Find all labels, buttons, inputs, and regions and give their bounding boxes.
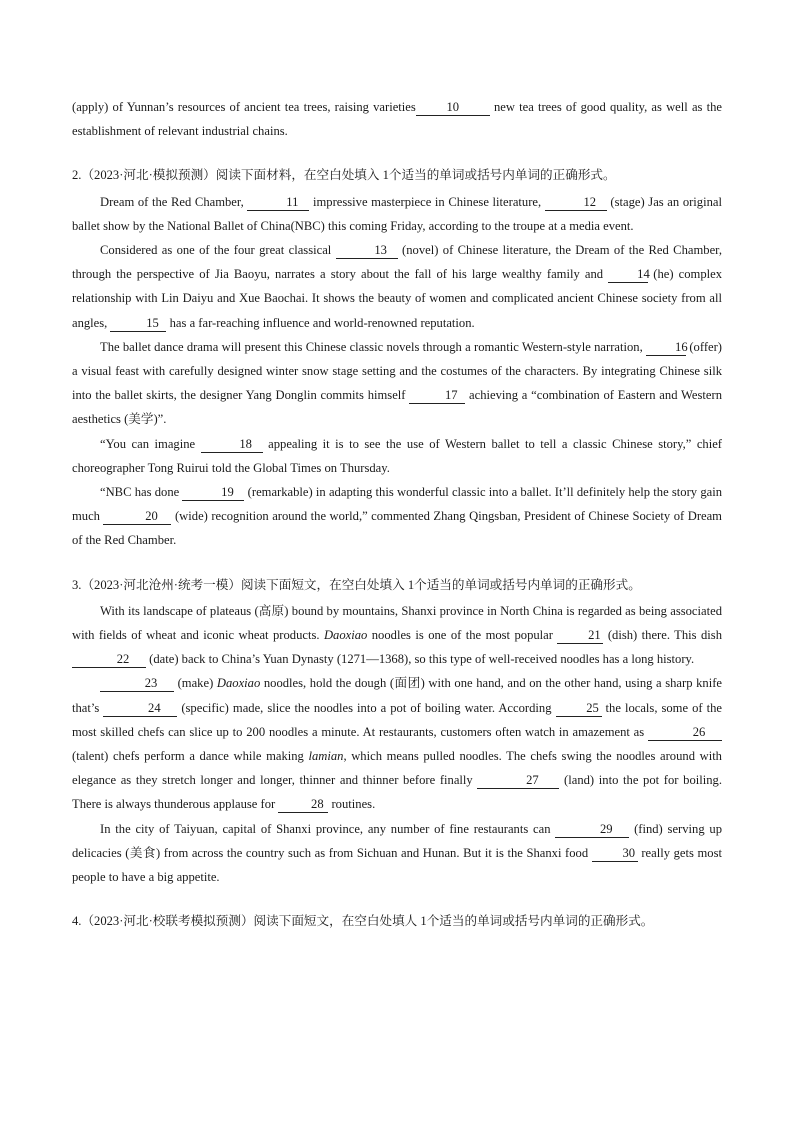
q2-paragraph-4: “You can imagine 18 appealing it is to see the use of Western ballet to tell a classic Chinese story,” chief choreographer Tong Ruirui told the Global Times on Thursday.	[72, 436, 723, 475]
blank-18[interactable]: 18	[201, 437, 263, 453]
blank-30[interactable]: 30	[592, 846, 638, 862]
blank-17[interactable]: 17	[409, 388, 465, 404]
q3-paragraph-2: 23 (make) Daoxiao noodles, hold the dough (面团) with one hand, and on the other hand, using a sharp knife that’s 24 (specific) made, slice the noodles into a pot of boiling water. According 25 the locals, some of the most skilled chefs can slice up to 200 noodles a minute. At restaurants, customers often watch in amazement as 26 (talent) chefs perform a dance while making lamian, which means pulled noodles. The chefs swing the noodles around with elegance as they stretch longer and longer, thinner and thinner before finally 27 (land) into the pot for boiling. There is always thunderous applause for 28 routines.	[72, 676, 722, 812]
q3-paragraph-3: In the city of Taiyuan, capital of Shanxi province, any number of fine restaurants can 29 (find) serving up delicacies (美食) from across the country such as from Sichuan and Hunan. But it is the Shanxi food 30 really gets most people to have a big appetite.	[72, 821, 722, 885]
document-content	[72, 95, 722, 936]
blank-22[interactable]: 22	[72, 652, 146, 668]
blank-11[interactable]: 11	[247, 195, 309, 211]
blank-24[interactable]: 24	[103, 701, 177, 717]
blank-21[interactable]: 21	[557, 628, 603, 644]
blank-13[interactable]: 13	[336, 243, 398, 259]
blank-27[interactable]: 27	[477, 773, 559, 789]
q4-title: 4.（2023·河北·校联考模拟预测）阅读下面短文，在空白处填人 1个适当的单词或括号内单词的正确形式。	[72, 914, 654, 929]
blank-12[interactable]: 12	[545, 195, 607, 211]
blank-28[interactable]: 28	[278, 797, 328, 813]
q2-paragraph-5: “NBC has done 19 (remarkable) in adapting this wonderful classic into a ballet. It’ll definitely help the story gain much 20 (wide) recognition around the world,” commented Zhang Qingsban, President of Chinese Society of Dream of the Red Chamber.	[72, 485, 722, 548]
q2-paragraph-3: The ballet dance drama will present this Chinese classic novels through a romantic Western-style narration, 16 (offer) a visual feast with carefully designed winter snow stage setting and the costumes of the characters. By integrating Chinese silk into the ballet skirts, the designer Yang Donglin commits himself 17 achieving a “combination of Eastern and Western aesthetics (美学)”.	[72, 339, 722, 427]
blank-25[interactable]: 25	[556, 701, 602, 717]
blank-15[interactable]: 15	[110, 316, 166, 332]
q3-title: 3.（2023·河北沧州·统考一模）阅读下面短文，在空白处填入 1个适当的单词或括号内单词的正确形式。	[72, 577, 641, 592]
q3-paragraph-1: With its landscape of plateaus (高原) bound by mountains, Shanxi province in North China is regarded as being associated with fields of wheat and iconic wheat products. Daoxiao noodles is one of the most popular 21 (dish) there. This dish 22 (date) back to China’s Yuan Dynasty (1271—1368), so this type of well-received noodles has a long history.	[72, 603, 722, 667]
blank-10[interactable]: 10	[416, 100, 490, 116]
blank-20[interactable]: 20	[103, 509, 171, 525]
q2-title: 2.（2023·河北·模拟预测）阅读下面材料，在空白处填入 1个适当的单词或括号内单词的正确形式。	[72, 168, 616, 183]
q2-paragraph-1: Dream of the Red Chamber, 11 impressive masterpiece in Chinese literature, 12 (stage) Jas an original ballet show by the National Ballet of China(NBC) this coming Friday, according to the troupe at a media event.	[72, 194, 722, 233]
q2-paragraph-2: Considered as one of the four great classical 13 (novel) of Chinese literature, the Dream of the Red Chamber, through the perspective of Jia Baoyu, narrates a story about the fall of his large wealthy family and 14 (he) complex relationship with Lin Daiyu and Xue Baochai. It shows the beauty of women and complicated ancient Chinese society from all angles, 15 has a far-reaching influence and world-renowned reputation.	[72, 243, 723, 330]
blank-19[interactable]: 19	[182, 485, 244, 501]
blank-23[interactable]: 23	[100, 676, 174, 692]
blank-26[interactable]: 26	[648, 725, 722, 741]
blank-14[interactable]: 14	[608, 267, 648, 283]
blank-16[interactable]: 16	[646, 340, 686, 356]
blank-29[interactable]: 29	[555, 822, 629, 838]
intro-paragraph: (apply) of Yunnan’s resources of ancient tea trees, raising varieties 10 new tea trees of good quality, as well as the establishment of relevant industrial chains.	[72, 100, 722, 139]
